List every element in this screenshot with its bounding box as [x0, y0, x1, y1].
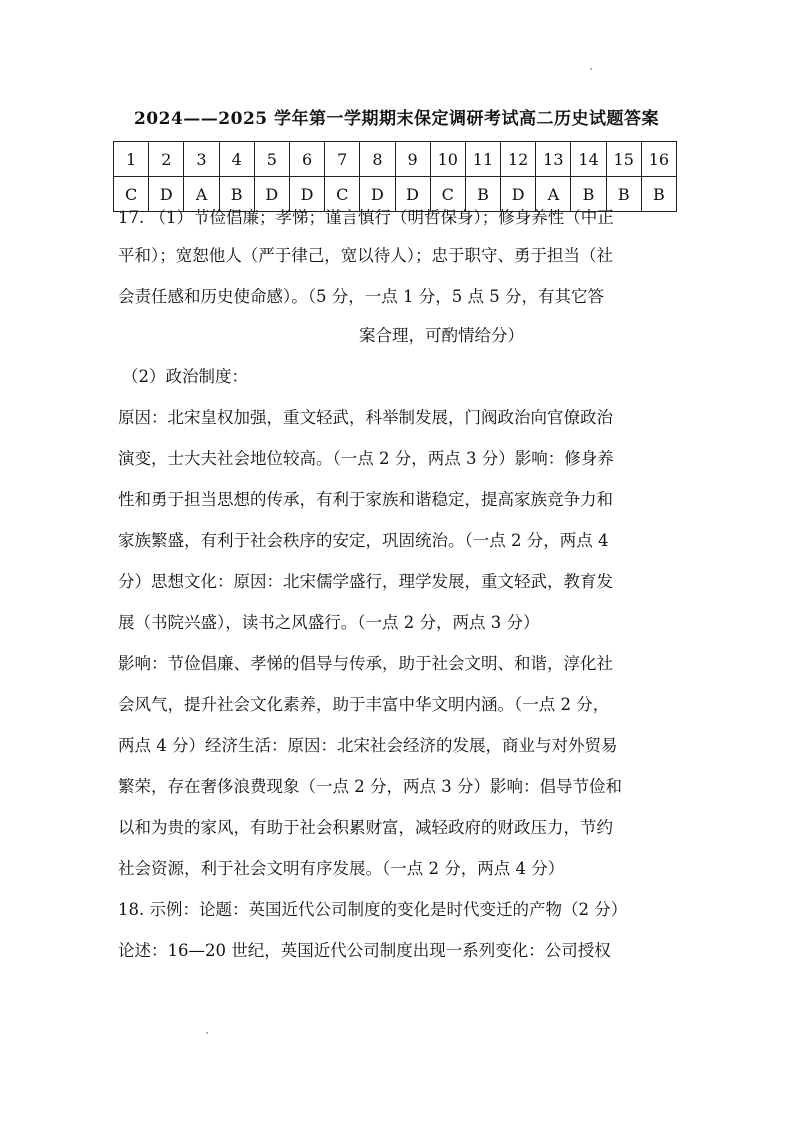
page-title: 2024——2025 学年第一学期期末保定调研考试高二历史试题答案 — [133, 109, 660, 129]
q17-part2-line: 繁荣，存在奢侈浪费现象（一点 2 分，两点 3 分）影响：倡导节俭和 — [118, 777, 622, 796]
answer-letter: D — [395, 177, 430, 212]
q17-part1-line: 平和）；宽恕他人（严于律己，宽以待人）；忠于职守、勇于担当（社 — [118, 246, 613, 265]
question-number: 2 — [149, 142, 184, 177]
question-number: 9 — [395, 142, 430, 177]
q18-line: 论述：16—20 世纪，英国近代公司制度出现一系列变化：公司授权 — [118, 941, 611, 960]
answer-letter-row — [114, 177, 677, 212]
q18-line: 18. 示例：论题：英国近代公司制度的变化是时代变迁的产物（2 分） — [118, 900, 628, 919]
q17-part2-heading: （2）政治制度： — [122, 367, 248, 386]
q17-part2-line: 社会资源，利于社会文明有序发展。（一点 2 分，两点 4 分） — [118, 859, 565, 878]
q17-part1-line: 会责任感和历史使命感）。（5 分，一点 1 分，5 点 5 分，有其它答 — [118, 287, 604, 306]
answer-letter: B — [571, 177, 606, 212]
answer-letter: B — [219, 177, 254, 212]
answer-letter: D — [360, 177, 395, 212]
question-number: 15 — [606, 142, 641, 177]
answer-letter: D — [289, 177, 324, 212]
scan-speck — [206, 1032, 208, 1034]
answer-letter: A — [184, 177, 219, 212]
answer-letter: B — [465, 177, 500, 212]
q17-part2-line: 原因：北宋皇权加强，重文轻武，科举制发展，门阀政治向官僚政治 — [118, 408, 613, 427]
answer-letter: A — [536, 177, 571, 212]
answer-number-row — [114, 142, 677, 177]
question-number: 13 — [536, 142, 571, 177]
question-number: 1 — [114, 142, 149, 177]
q17-part1-line: 案合理，可酌情给分） — [359, 326, 524, 345]
q17-part2-line: 演变，士大夫社会地位较高。（一点 2 分，两点 3 分）影响：修身养 — [118, 449, 614, 468]
scan-speck — [590, 68, 592, 70]
q17-part2-line: 两点 4 分）经济生活：原因：北宋社会经济的发展，商业与对外贸易 — [118, 736, 618, 755]
question-number: 3 — [184, 142, 219, 177]
question-number: 5 — [254, 142, 289, 177]
question-number: 7 — [325, 142, 360, 177]
q17-part2-line: 影响：节俭倡廉、孝悌的倡导与传承，助于社会文明、和谐，淳化社 — [118, 654, 613, 673]
question-number: 4 — [219, 142, 254, 177]
answer-letter: D — [254, 177, 289, 212]
question-number: 16 — [641, 142, 676, 177]
question-number: 14 — [571, 142, 606, 177]
question-number: 6 — [289, 142, 324, 177]
q17-part2-line: 展（书院兴盛），读书之风盛行。（一点 2 分，两点 3 分） — [118, 613, 540, 632]
answer-letter: C — [325, 177, 360, 212]
q17-part2-line: 会风气，提升社会文化素养，助于丰富中华文明内涵。（一点 2 分， — [118, 695, 610, 714]
q17-part2-line: 以和为贵的家风，有助于社会积累财富，减轻政府的财政压力，节约 — [118, 818, 613, 837]
answer-letter: D — [501, 177, 536, 212]
answer-letter: B — [641, 177, 676, 212]
answer-table — [113, 141, 677, 212]
q17-part2-line: 分）思想文化：原因：北宋儒学盛行，理学发展，重文轻武，教育发 — [118, 572, 613, 591]
question-number: 12 — [501, 142, 536, 177]
question-number: 8 — [360, 142, 395, 177]
question-number: 10 — [430, 142, 465, 177]
answer-letter: C — [114, 177, 149, 212]
q17-part2-line: 家族繁盛，有利于社会秩序的安定，巩固统治。（一点 2 分，两点 4 — [118, 531, 609, 550]
q17-part1-line: 17. （1）节俭倡廉；孝悌；谨言慎行（明哲保身）；修身养性（中正 — [118, 208, 614, 227]
answer-letter: C — [430, 177, 465, 212]
question-number: 11 — [465, 142, 500, 177]
q17-part2-line: 性和勇于担当思想的传承，有利于家族和谐稳定，提高家族竞争力和 — [118, 490, 613, 509]
answer-letter: D — [149, 177, 184, 212]
answer-letter: B — [606, 177, 641, 212]
